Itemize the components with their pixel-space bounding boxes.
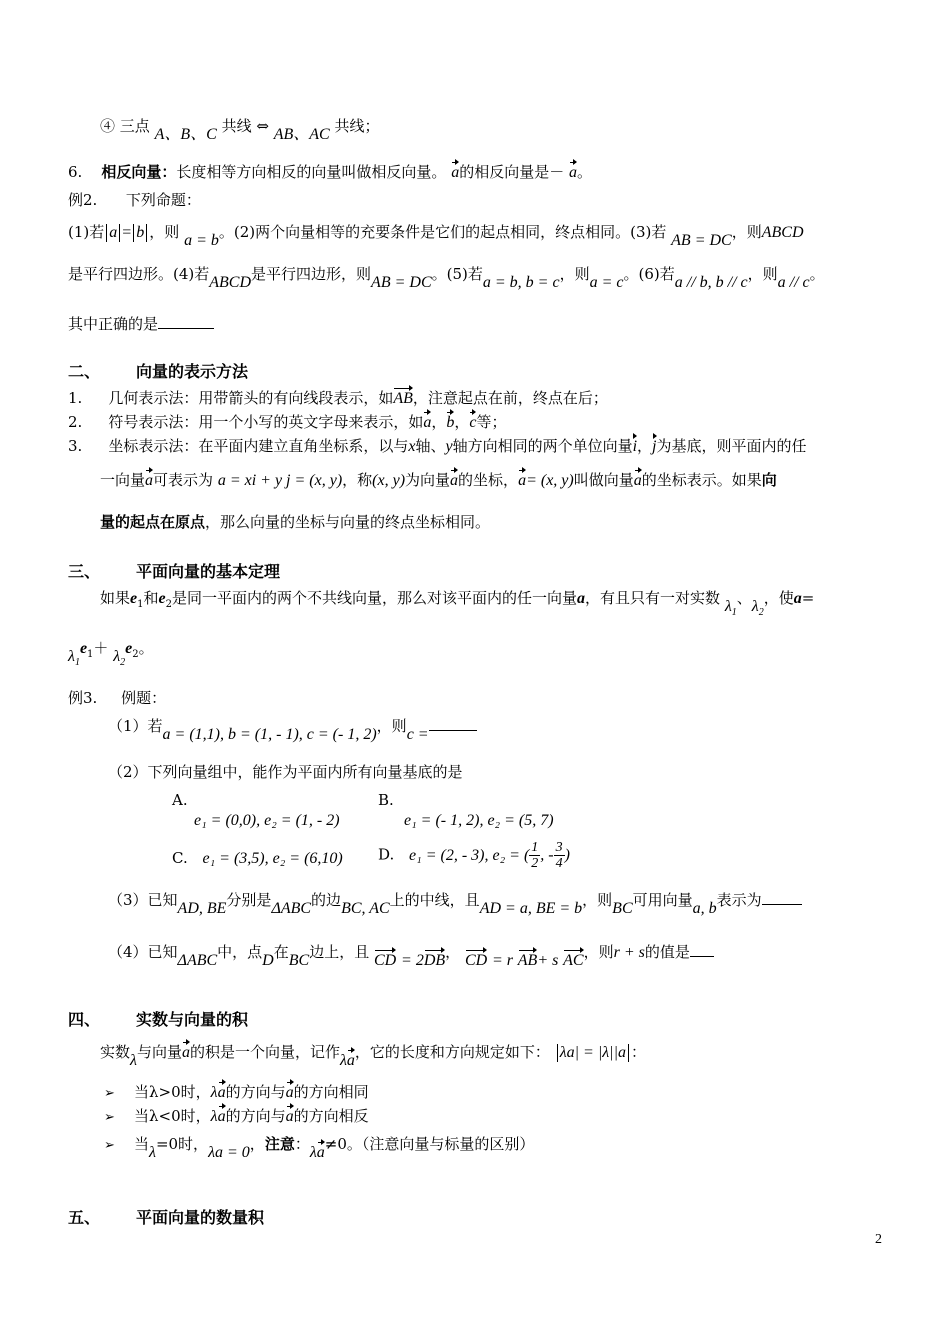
- ex3-label: 例3.: [68, 689, 98, 707]
- basis-e1: e: [130, 590, 138, 607]
- ex2-p5-math2: a = c: [589, 274, 624, 291]
- item4-points: A、B、C: [154, 126, 217, 143]
- vector-AB: AB: [517, 952, 538, 969]
- bullet2-a: λ<0时，: [149, 1107, 211, 1125]
- ex2-p4-math: ABCD: [209, 274, 252, 291]
- sec4-t2: 与向量: [136, 1043, 182, 1061]
- ex2-ask-text: 其中正确的是: [68, 315, 159, 333]
- ex3-q1-math2: c =: [406, 726, 429, 743]
- ex2-line1: (1)若 a = b ，则 a = b。(2)两个向量相等的充要条件是它们的起点相同，终点相同。(3)若 AB = DC，则ABCD: [68, 223, 804, 249]
- ex3-q3-math: AD, BE: [177, 900, 227, 917]
- option-A-math: e₁ = (0,0), e₂ = (1, - 2): [194, 812, 340, 829]
- iff-symbol: ⇔: [256, 117, 269, 135]
- bullet3-b: ，: [249, 1135, 265, 1153]
- ex2-heading: [68, 190, 201, 210]
- option-A-label: A.: [172, 791, 188, 809]
- sec2-i3-num: 3.: [68, 437, 83, 455]
- sec4-heading: [68, 1010, 248, 1030]
- vector-a-bold: a: [577, 590, 586, 607]
- bullet3-d: ≠0。（注意向量与标量的区别）: [324, 1135, 535, 1153]
- sec2-item3-line3: [100, 512, 490, 532]
- ex2-p6-math: a // b, b // c: [674, 274, 748, 291]
- vector-a: a: [423, 414, 432, 431]
- ex2-p1c: ，则: [149, 223, 180, 241]
- ex2-p1-math: a = b: [184, 232, 219, 249]
- sec3-title: 平面向量的基本定理: [136, 562, 281, 581]
- sec3-line1: 如果$e_1$和$e_2$是同一平面内的两个不共线向量，那么对该平面内的任一向量a，有且只有一对实数 $\lambda_1$、$\lambda_2$，使a=: [100, 589, 815, 618]
- sec2-i2-num: 2.: [68, 413, 83, 431]
- ex3-q4h: ，: [445, 943, 461, 961]
- bullet2-text: 当: [133, 1107, 149, 1125]
- frac2-den: 4: [555, 856, 563, 871]
- bullet3-text: 当: [133, 1135, 149, 1153]
- ex3-q1c: ，则: [376, 717, 407, 735]
- bullet3-math: λa = 0: [208, 1144, 250, 1161]
- ex3-q3b: ΔABC: [271, 900, 312, 917]
- sec2-i3e: 一向量: [100, 471, 146, 489]
- ex2-p1e: 。(2)两个向量相等的充要条件是它们的起点相同，终点相同。(3)若: [218, 223, 667, 241]
- frac2-num: 3: [555, 840, 563, 855]
- vector-a: a: [569, 164, 577, 181]
- ex2-p5-math: a = b, b = c: [482, 274, 560, 291]
- coordinate-xy: (x, y): [372, 472, 406, 489]
- sec4-title: 实数与向量的积: [136, 1010, 249, 1029]
- item4-label: ④ 三点: [100, 117, 150, 135]
- vector-b: b: [446, 414, 455, 431]
- option-D-label: D.: [378, 845, 395, 864]
- sec2-i3-text: 坐标表示法：在平面内建立直角坐标系，以与: [108, 437, 409, 455]
- vector-CD: CD: [464, 952, 488, 969]
- length-formula: λa| = |λ||a: [559, 1044, 626, 1061]
- frac1-den: 2: [531, 856, 539, 871]
- ex3-heading: [68, 688, 166, 708]
- item6-num: 6.: [68, 163, 83, 181]
- sec2-i1-num: 1.: [68, 389, 83, 407]
- ex2-label: 例2.: [68, 191, 98, 209]
- ex2-p3c: ，则: [731, 223, 762, 241]
- ex3-q3j: a, b: [692, 900, 717, 917]
- ex3-q3k: 表示为: [716, 891, 762, 909]
- vector-a: a: [181, 1044, 190, 1061]
- vector-j: j: [652, 438, 657, 455]
- option-D: [378, 840, 570, 871]
- ex3-q4-label: （4）已知: [108, 943, 178, 961]
- answer-blank: [690, 942, 714, 957]
- ex3-q4: [108, 942, 714, 969]
- sec2-item2: 2. 符号表示法：用一个小写的英文字母来表示，如a，b，c等；: [68, 413, 507, 431]
- ex3-q4i2: = r: [491, 952, 513, 969]
- ex2-title: 下列命题：: [125, 191, 201, 209]
- ex2-p6e: 。: [809, 265, 825, 283]
- ex3-q3-label: （3）已知: [108, 891, 178, 909]
- sec3-t6: ，使: [763, 589, 794, 607]
- ex2-p5: 。(5)若: [431, 265, 483, 283]
- ex2-p4c: 是平行四边形，则: [251, 265, 372, 283]
- vector-AB: AB: [393, 390, 413, 407]
- sec2-l3b: ，那么向量的坐标与向量的终点坐标相同。: [205, 513, 491, 531]
- ex3-q3e: 上的中线，且: [389, 891, 480, 909]
- option-D-sep: , -: [540, 846, 554, 864]
- x-axis-symbol: x: [408, 438, 416, 455]
- ex3-q2: [108, 762, 463, 782]
- item4-collinear-end: 共线；: [334, 117, 380, 135]
- ex3-q3f: AD = a, BE = b: [479, 900, 583, 917]
- sec2-i3b: 轴、: [415, 437, 446, 455]
- sec2-i3i: 的坐标，: [458, 471, 519, 489]
- ex3-q4d: 在: [273, 943, 289, 961]
- bullet1-b: 的方向与: [225, 1083, 286, 1101]
- sec2-i1-end: ，注意起点在前，终点在后；: [412, 389, 608, 407]
- sec5-heading: [68, 1208, 264, 1228]
- option-D-math: e₁ = (2, - 3), e₂ = (: [409, 846, 530, 864]
- ex3-q4e: BC: [288, 952, 310, 969]
- ex3-q4a: ΔABC: [177, 952, 218, 969]
- ex3-q1-math: a = (1,1), b = (1, - 1), c = (- 1, 2): [162, 726, 377, 743]
- ex3-q3d: BC, AC: [341, 900, 390, 917]
- sec2-i3g: ，称: [342, 471, 373, 489]
- item6-term: 相反向量：: [101, 163, 177, 181]
- sec2-heading: [68, 362, 248, 382]
- ex2-p3-math2: ABCD: [761, 224, 804, 241]
- sec2-title: 向量的表示方法: [136, 362, 249, 381]
- item6-line: [68, 162, 592, 183]
- item4-vectors: AB、AC: [273, 126, 330, 143]
- ex3-q3g: ，则: [582, 891, 613, 909]
- sec3-t8: ＋: [93, 639, 109, 657]
- vector-AC: AC: [563, 952, 584, 969]
- bullet3-a: =0时，: [155, 1135, 209, 1153]
- ex3-q1-label: （1）若: [108, 717, 163, 735]
- sec2-num: 二、: [68, 362, 101, 381]
- bullet3-c: ：: [294, 1135, 310, 1153]
- item6-end: 。: [577, 163, 593, 181]
- sec2-i3l: 向: [761, 471, 777, 489]
- sec2-item3: 3. 坐标表示法：在平面内建立直角坐标系，以与x轴、y轴方向相同的两个单位向量i，j为基底，则平面内的任: [68, 437, 807, 455]
- bullet-3: ➢ 当λ=0时，λa = 0，注意：λa≠0。（注意向量与标量的区别）: [104, 1135, 535, 1161]
- option-B: [378, 790, 554, 831]
- option-A: [172, 790, 340, 831]
- ex3-q3: [108, 890, 802, 917]
- sec3-num: 三、: [68, 562, 101, 581]
- sec2-i3k: 的坐标表示。如果: [641, 471, 762, 489]
- sec4-line1: 实数λ与向量a的积是一个向量，记作λa，它的长度和方向规定如下： λa| = |λ||a ：: [100, 1043, 646, 1069]
- bullet1-a: λ>0时，: [149, 1083, 211, 1101]
- ex3-q4k: r + s: [613, 944, 645, 961]
- sec3-line2: $\lambda_1e_1+ \lambda_2e_2$。: [68, 639, 154, 668]
- ex2-p6: 。(6)若: [623, 265, 675, 283]
- coordinate-formula2: = (x, y): [526, 472, 574, 489]
- sec2-i3j: 叫做向量: [573, 471, 634, 489]
- sec3-t5: 、: [736, 589, 752, 607]
- option-C: [172, 848, 343, 869]
- vector-a: a: [451, 164, 460, 181]
- ex3-q4j: ，则: [583, 943, 614, 961]
- option-D-end: ): [564, 846, 570, 864]
- ex2-p3e: 是平行四边形。(4)若: [68, 265, 210, 283]
- ex2-ask: [68, 314, 214, 334]
- sec4-t5: ：: [630, 1043, 646, 1061]
- item4-line: [100, 116, 380, 143]
- ex3-title: 例题：: [121, 689, 167, 707]
- bullet-2: ➢ 当λ<0时，λa的方向与a的方向相反: [104, 1107, 369, 1125]
- origin-emphasis: 量的起点在原点: [100, 513, 206, 531]
- item6-text2: 的相反向量是－: [459, 163, 565, 181]
- item6-text: 长度相等方向相反的向量叫做相反向量。: [176, 163, 447, 181]
- sec4-t3: 的积是一个向量，记作: [189, 1043, 340, 1061]
- sec3-t9: 。: [138, 639, 154, 657]
- bullet-1: ➢ 当λ>0时，λa的方向与a的方向相同: [104, 1083, 369, 1101]
- ex3-q2-text: （2）下列向量组中，能作为平面内所有向量基底的是: [108, 763, 463, 781]
- option-B-math: e₁ = (- 1, 2), e₂ = (5, 7): [404, 812, 554, 829]
- sec4-t1: 实数: [100, 1043, 131, 1061]
- sec3-t3: 是同一平面内的两个不共线向量，那么对该平面内的任一向量: [172, 589, 578, 607]
- page-number: 2: [875, 1232, 882, 1247]
- bullet1-c: 的方向相同: [293, 1083, 369, 1101]
- ex2-p6c: ，则: [747, 265, 778, 283]
- option-C-label: C.: [172, 849, 188, 867]
- ex3-q4l: 的值是: [644, 943, 690, 961]
- bullet2-c: 的方向相反: [293, 1107, 369, 1125]
- option-C-math: e₁ = (3,5), e₂ = (6,10): [202, 850, 343, 867]
- bullet1-text: 当: [133, 1083, 149, 1101]
- ex2-p4-math2: AB = DC: [371, 274, 432, 291]
- sec4-t4: ，它的长度和方向规定如下：: [354, 1043, 550, 1061]
- sec2-i1-text: 几何表示法：用带箭头的有向线段表示，如: [108, 389, 394, 407]
- vector-DB: DB: [423, 952, 446, 969]
- ex3-q4g2: = 2: [401, 952, 424, 969]
- option-B-label: B.: [378, 791, 394, 809]
- sec2-item1: [68, 388, 608, 409]
- sec3-t4: ，有且只有一对实数: [585, 589, 721, 607]
- ex3-q3c: 的边: [311, 891, 342, 909]
- sec2-i3d: 为基底，则平面内的任: [656, 437, 807, 455]
- ex3-q4i4: + s: [537, 952, 559, 969]
- sec4-num: 四、: [68, 1010, 101, 1029]
- frac1-num: 1: [531, 840, 539, 855]
- ex3-q4b: 中，点: [217, 943, 263, 961]
- sec3-t2: 和: [143, 589, 159, 607]
- ex3-q3i: 可用向量: [632, 891, 693, 909]
- sec5-title: 平面向量的数量积: [136, 1208, 265, 1227]
- sec3-heading: [68, 562, 280, 582]
- ex2-p6-math2: a // c: [777, 274, 810, 291]
- ex2-line2: [68, 264, 825, 291]
- y-axis-symbol: y: [445, 438, 453, 455]
- note-emphasis: 注意: [264, 1135, 295, 1153]
- lambda-symbol: λ: [130, 1052, 137, 1069]
- answer-blank: [429, 716, 477, 731]
- vector-i: i: [632, 438, 638, 455]
- ex2-p3-math: AB = DC: [671, 232, 732, 249]
- ex3-q3h: BC: [612, 900, 633, 917]
- sec5-num: 五、: [68, 1208, 101, 1227]
- item4-collinear: 共线: [221, 117, 252, 135]
- ex3-q4f: 边上，且: [309, 943, 370, 961]
- sec2-i3h: 为向量: [405, 471, 451, 489]
- sec3-t1: 如果: [100, 589, 131, 607]
- bullet2-b: 的方向与: [225, 1107, 286, 1125]
- sec3-t7: =: [801, 589, 815, 607]
- ex2-p5c: ，则: [559, 265, 590, 283]
- sec2-i2-text: 符号表示法：用一个小写的英文字母来表示，如: [108, 413, 424, 431]
- answer-blank: [158, 314, 214, 329]
- vector-c: c: [469, 414, 477, 431]
- vector-CD: CD: [374, 952, 397, 969]
- sec2-i3f: 可表示为: [153, 471, 214, 489]
- sec2-item3-line2: 一向量a可表示为 a = xi + y j = (x, y)，称(x, y)为向量a的坐标，a= (x, y)叫做向量a的坐标表示。如果向: [100, 471, 777, 489]
- sec2-i2-end: 等；: [476, 413, 507, 431]
- ex3-q4c: D: [262, 952, 274, 969]
- ex2-p1: (1)若: [68, 223, 105, 241]
- ex3-q1: [108, 716, 477, 743]
- ex3-q3a: 分别是: [226, 891, 272, 909]
- answer-blank: [762, 890, 802, 905]
- sec2-i3c: 轴方向相同的两个单位向量: [452, 437, 633, 455]
- coordinate-formula: a = xi + y j = (x, y): [217, 472, 343, 489]
